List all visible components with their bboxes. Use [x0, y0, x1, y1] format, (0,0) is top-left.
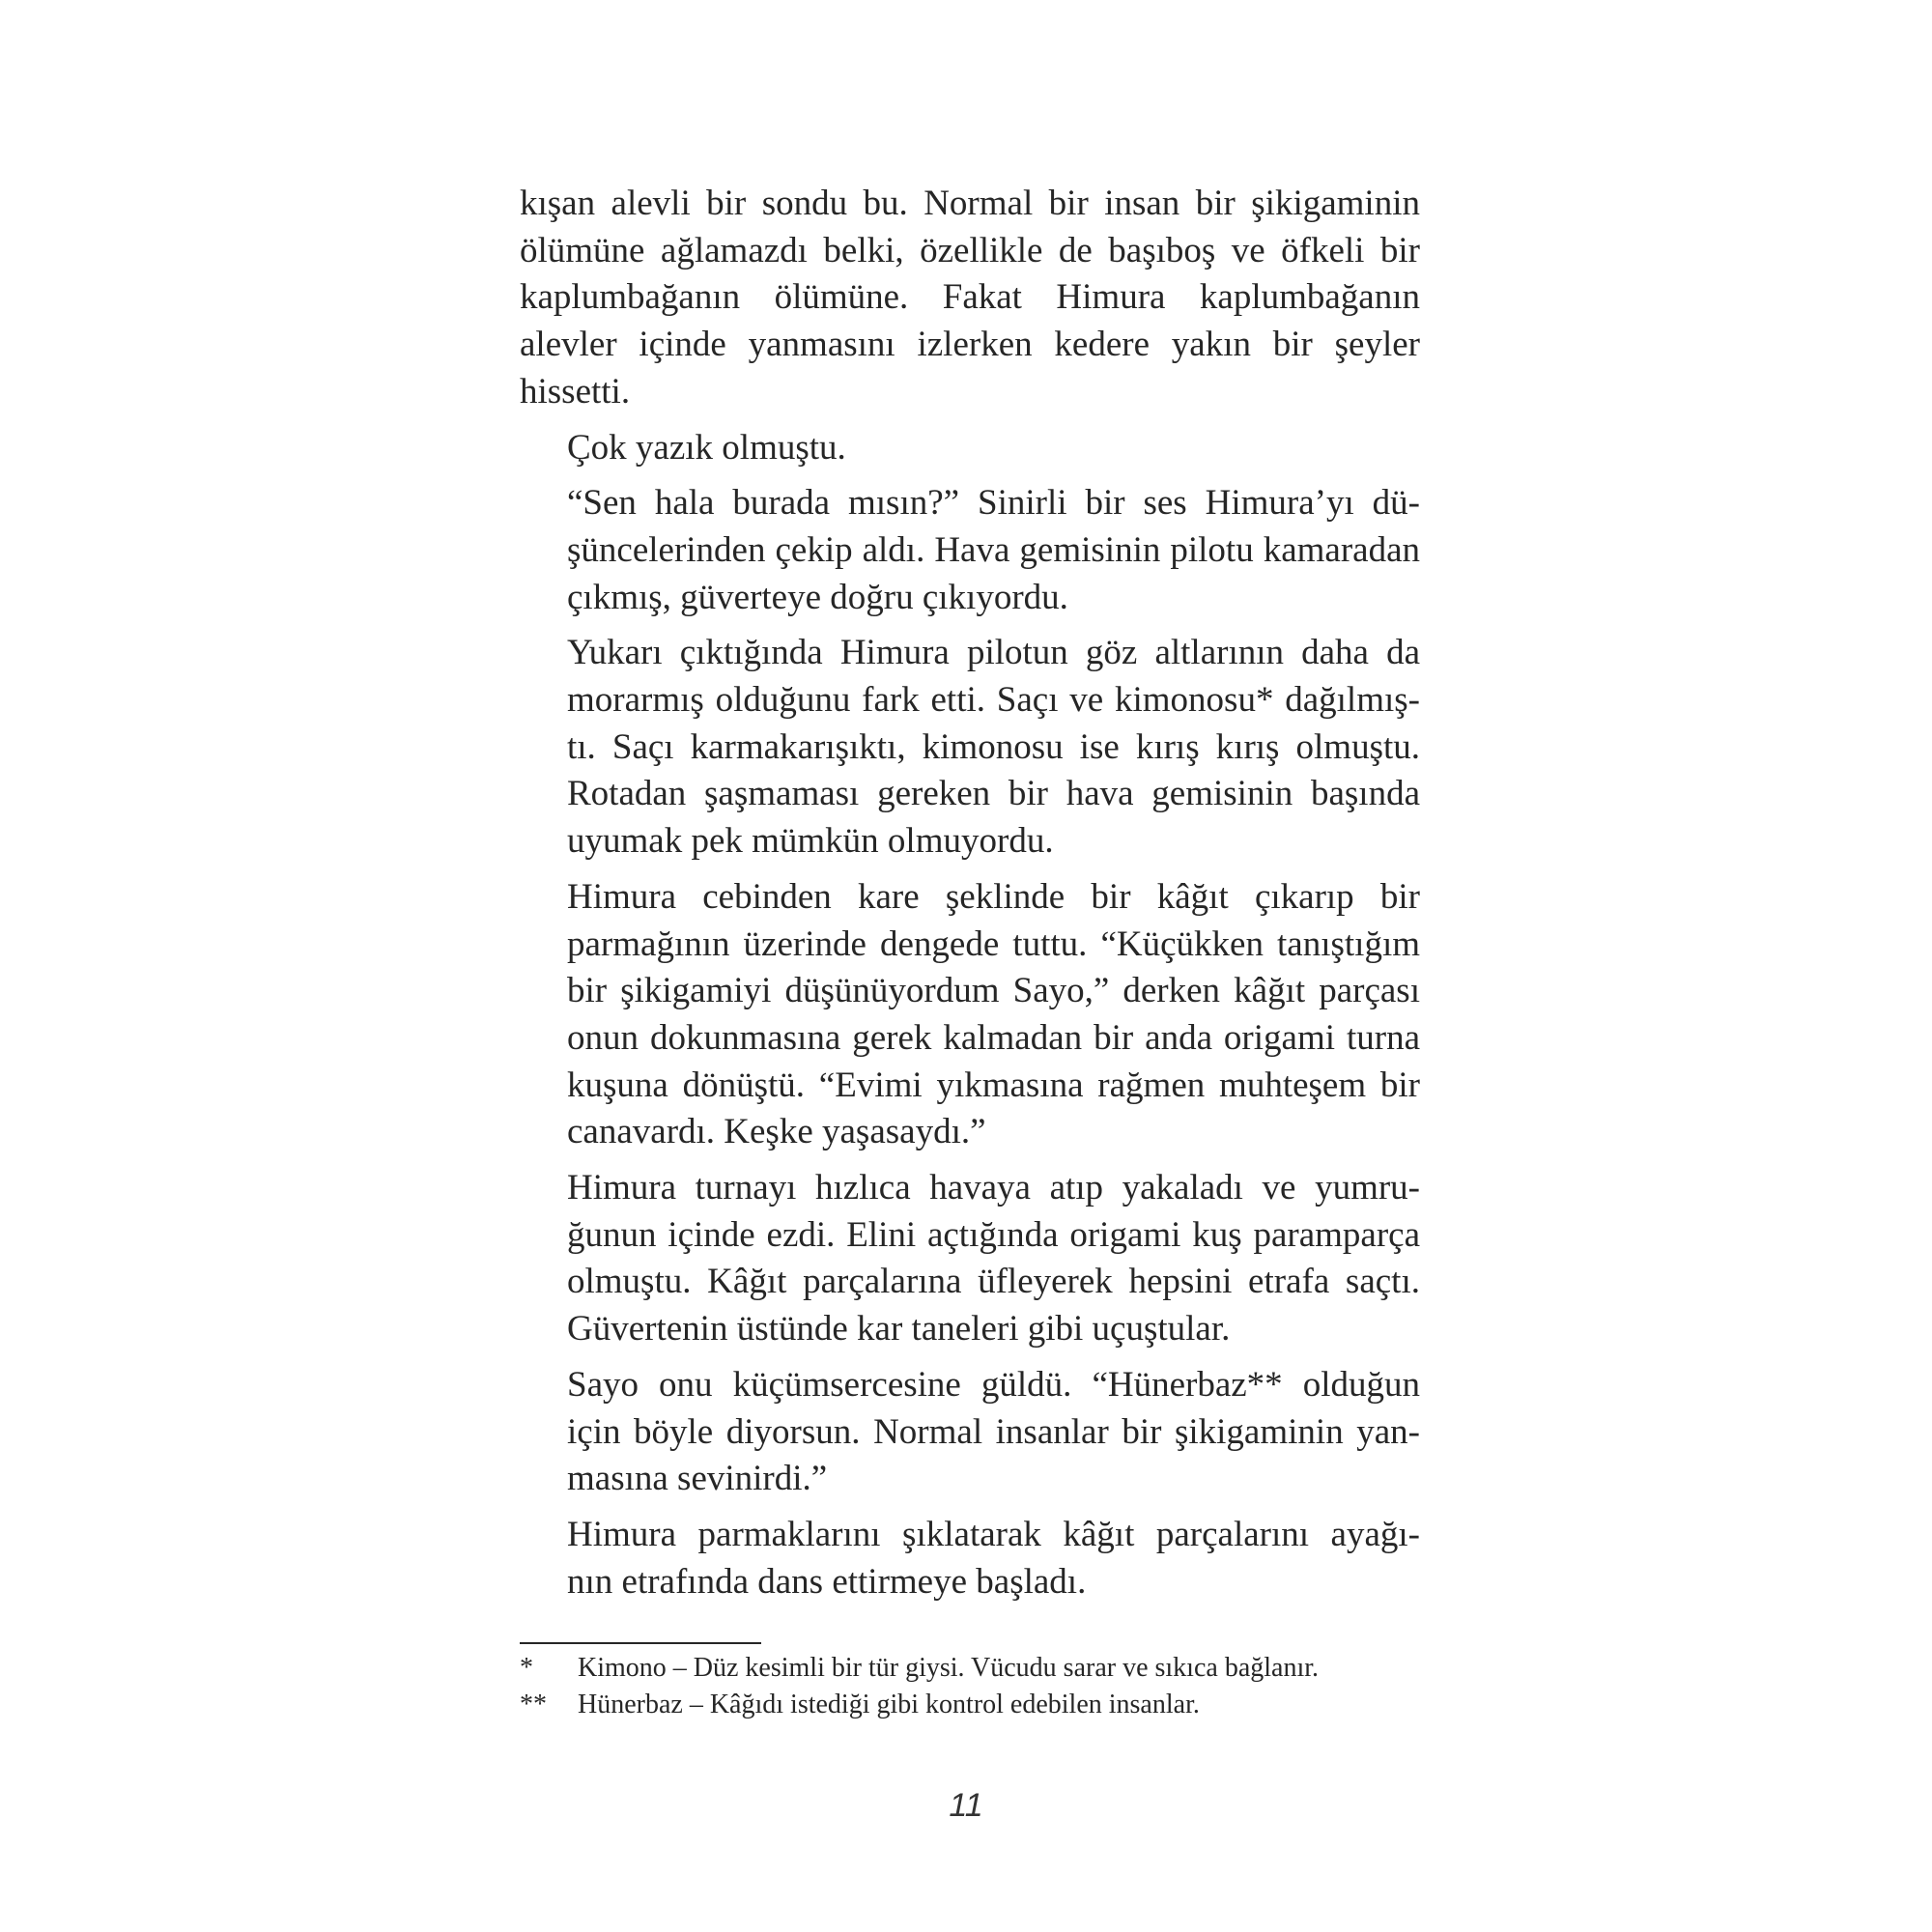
paragraph [520, 630, 1420, 866]
text-line: ölümüne ağlamazdı belki, özellikle de başıboş ve öfkeli bir [520, 230, 1420, 270]
text-line: parmağının üzerinde dengede tuttu. “Küçükken tanıştığım [567, 923, 1420, 964]
text-line: “Sen hala burada mısın?” Sinirli bir ses Himura’yı dü- [567, 483, 1420, 524]
text-line: hissetti. [520, 371, 631, 412]
text-line: canavardı. Keşke yaşasaydı.” [567, 1112, 986, 1152]
text-line: ğunun içinde ezdi. Elini açtığında origami kuş paramparça [567, 1214, 1420, 1255]
text-line: için böyle diyorsun. Normal insanlar bir şikigaminin yan- [567, 1411, 1420, 1452]
text-line: çıkmış, güverteye doğru çıkıyordu. [567, 577, 1068, 617]
text-line: tı. Saçı karmakarışıktı, kimonosu ise kırış kırış olmuştu. [567, 726, 1420, 767]
footnote-text: Kimono – Düz kesimli bir tür giysi. Vücudu sarar ve sıkıca bağlanır. [578, 1653, 1320, 1683]
paragraph [520, 181, 1420, 416]
footnote-marker: * [520, 1653, 533, 1683]
text-line: Himura cebinden kare şeklinde bir kâğıt çıkarıp bir [567, 876, 1420, 917]
paragraph [520, 480, 1420, 621]
text-line: uyumak pek mümkün olmuyordu. [567, 821, 1054, 862]
text-line: Himura turnayı hızlıca havaya atıp yakaladı ve yumru- [567, 1168, 1420, 1208]
text-line: kaplumbağanın ölümüne. Fakat Himura kaplumbağanın [520, 277, 1420, 318]
text-line: şüncelerinden çekip aldı. Hava gemisinin pilotu kamaradan [567, 529, 1420, 570]
text-line: nın etrafında dans ettirmeye başladı. [567, 1561, 1087, 1602]
footnote-marker: ** [520, 1690, 547, 1719]
page-number: 11 [949, 1787, 983, 1824]
footnotes [520, 1650, 1420, 1723]
paragraph [520, 874, 1420, 1156]
text-line: alevler içinde yanmasını izlerken kedere yakın bir şeyler [520, 325, 1420, 365]
body-text [520, 181, 1420, 1614]
text-line: Yukarı çıktığında Himura pilotun göz altlarının daha da [567, 633, 1420, 673]
text-line: Sayo onu küçümsercesine güldü. “Hünerbaz** olduğun [567, 1364, 1420, 1405]
text-line: bir şikigamiyi düşünüyordum Sayo,” derken kâğıt parçası [567, 971, 1420, 1011]
text-line: olmuştu. Kâğıt parçalarına üfleyerek hepsini etrafa saçtı. [567, 1262, 1420, 1302]
text-line: kuşuna dönüştü. “Evimi yıkmasına rağmen muhteşem bir [567, 1065, 1420, 1105]
text-line: morarmış olduğunu fark etti. Saçı ve kimonosu* dağılmış- [567, 680, 1420, 721]
text-line: Himura parmaklarını şıklatarak kâğıt parçalarını ayağı- [567, 1514, 1420, 1554]
paragraph [520, 1512, 1420, 1605]
paragraph [520, 1362, 1420, 1503]
footnote-item [520, 1650, 1420, 1687]
text-line: masına sevinirdi.” [567, 1459, 828, 1499]
text-line: onun dokunmasına gerek kalmadan bir anda origami turna [567, 1017, 1420, 1058]
paragraph [520, 1165, 1420, 1353]
footnote-item [520, 1687, 1420, 1723]
text-line: kışan alevli bir sondu bu. Normal bir insan bir şikigaminin [520, 184, 1420, 223]
text-line: Çok yazık olmuştu. [567, 427, 846, 468]
text-line: Güvertenin üstünde kar taneleri gibi uçuştular. [567, 1309, 1231, 1350]
footnote-separator [520, 1642, 761, 1644]
text-line: Rotadan şaşmaması gereken bir hava gemisinin başında [567, 774, 1420, 814]
paragraph [520, 425, 1420, 472]
footnote-text: Hünerbaz – Kâğıdı istediği gibi kontrol edebilen insanlar. [578, 1690, 1200, 1719]
